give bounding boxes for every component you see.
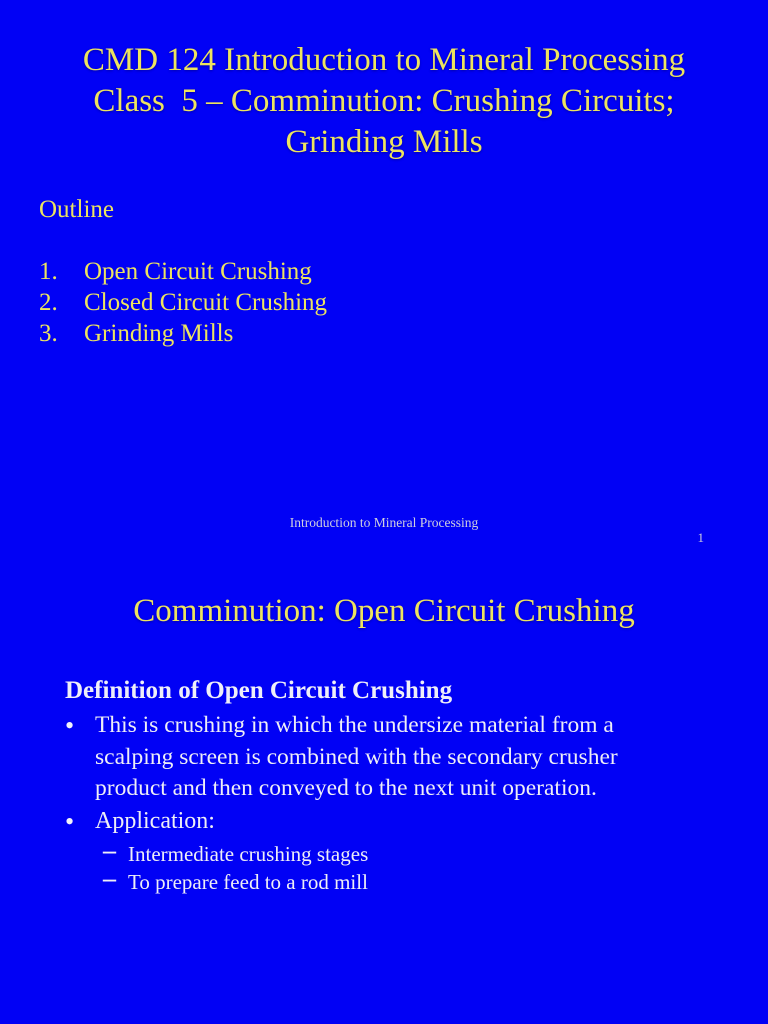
outline-item (39, 318, 327, 349)
sub-bullet-item (103, 864, 368, 896)
outline-heading: Outline (39, 196, 114, 223)
page-number: 1 (697, 530, 704, 545)
dash-bullet-icon: – (103, 836, 116, 865)
outline-item (39, 256, 327, 287)
slide1-title-line-1: CMD 124 Introduction to Mineral Processing (82, 42, 686, 78)
slide1-title (20, 40, 748, 163)
slide1-title-line-2: Class 5 – Comminution: Crushing Circuits; (93, 83, 675, 119)
slide-2 (0, 556, 768, 1024)
dash-bullet-icon: – (103, 864, 116, 893)
bullet-dot-icon: • (65, 807, 75, 836)
slide-footer-text: Introduction to Mineral Processing (289, 515, 479, 530)
bullet-item-text: This is crushing in which the undersize material from a scalping screen is combined with the secondary crusher product and then conveyed to the next unit operation. (95, 712, 618, 801)
outline-item-number: 1. (39, 258, 58, 285)
definition-heading: Definition of Open Circuit Crushing (65, 677, 453, 704)
outline-item-label: Closed Circuit Crushing (84, 289, 328, 316)
outline-item-number: 2. (39, 289, 58, 316)
bullet-dot-icon: • (65, 711, 75, 740)
outline-item-number: 3. (39, 320, 58, 347)
outline-list (39, 256, 327, 349)
bullet-item-text: Application: (95, 808, 215, 834)
slide1-title-line-3: Grinding Mills (285, 124, 483, 160)
sub-bullet-text: To prepare feed to a rod mill (128, 870, 368, 894)
outline-item-label: Grinding Mills (84, 320, 234, 347)
outline-item-label: Open Circuit Crushing (84, 258, 312, 285)
bullet-item-application (65, 806, 215, 836)
sub-bullet-text: Intermediate crushing stages (128, 842, 369, 866)
outline-item (39, 287, 327, 318)
bullet-item-definition (65, 710, 683, 805)
sub-bullet-item (103, 836, 369, 868)
slide2-title: Comminution: Open Circuit Crushing (133, 593, 635, 629)
